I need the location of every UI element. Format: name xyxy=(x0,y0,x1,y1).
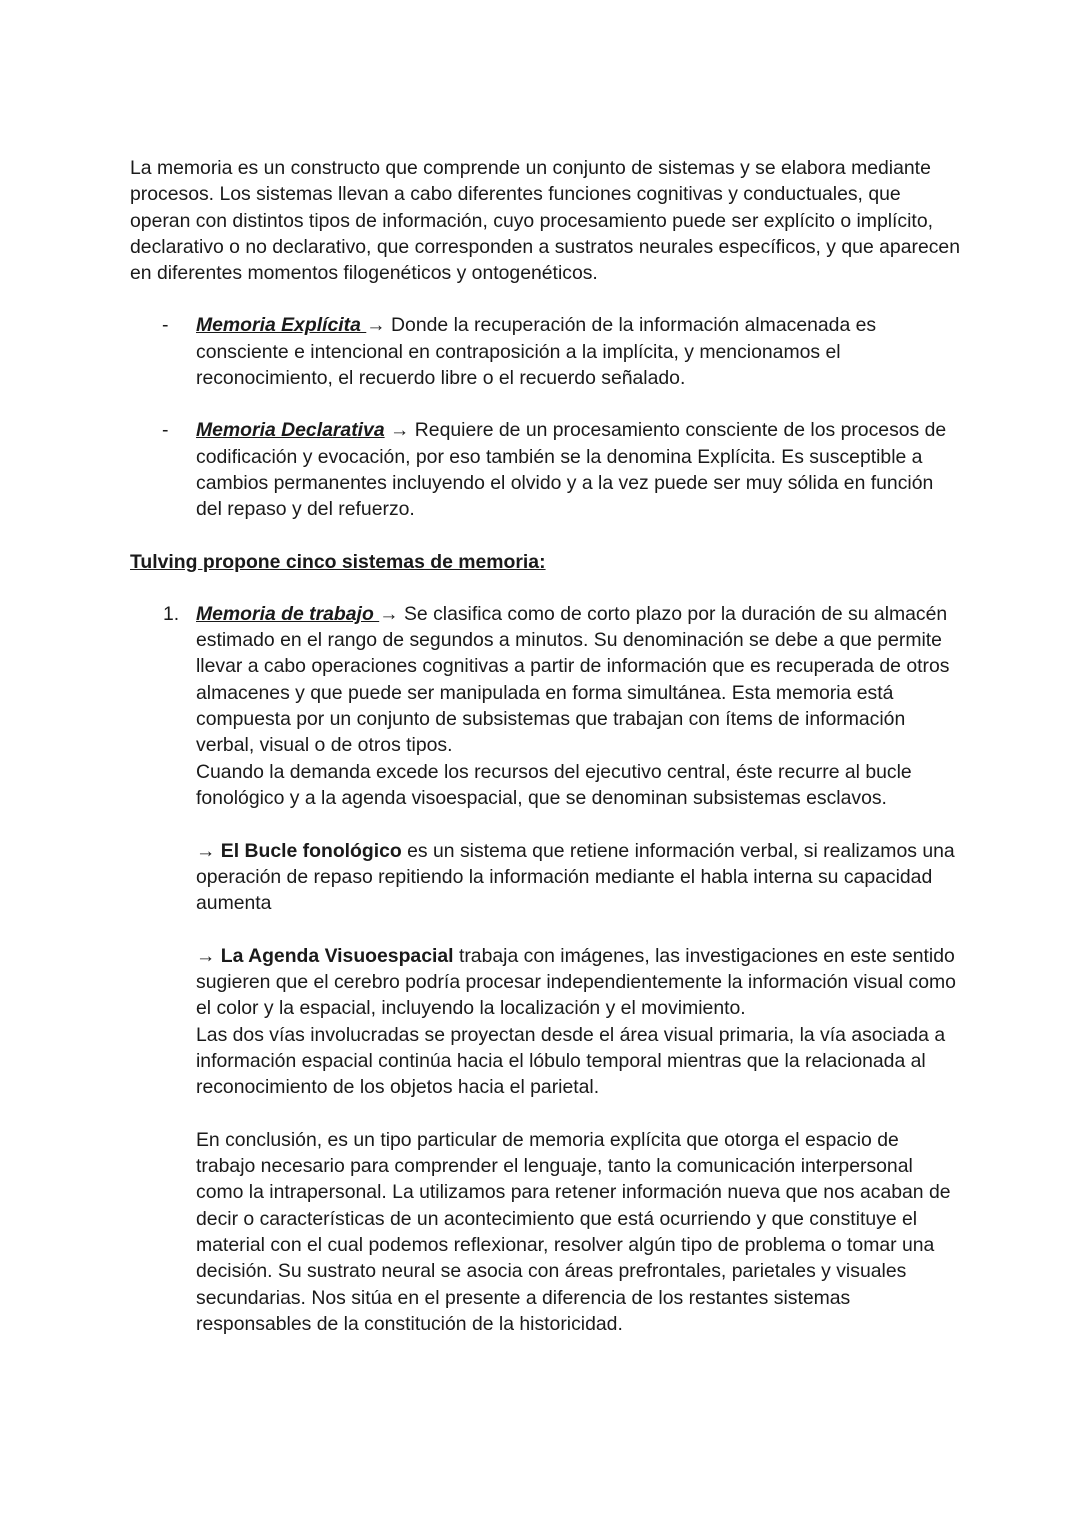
bucle-fonologico-paragraph xyxy=(196,838,960,917)
list-item-memoria-explicita xyxy=(130,312,960,391)
conclusion-paragraph: En conclusión, es un tipo particular de memoria explícita que otorga el espacio de trabajo necesario para comprender el lenguaje, tanto la comunicación interpersonal como la intrapersonal. La utilizamos para retener información nueva que nos acaban de decir o características de un acontecimiento que está ocurriendo y que constituye el material con el cual podemos reflexionar, resolver algún tipo de problema o tomar una decisión. Su sustrato neural se asocia con áreas prefrontales, parietales y visuales secundarias. Nos sitúa en el presente a diferencia de los restantes sistemas responsables de la constitución de la historicidad. xyxy=(196,1128,951,1335)
term-memoria-de-trabajo: Memoria de trabajo xyxy=(196,602,380,625)
arrow-glyph: → xyxy=(196,944,221,967)
definition-memoria-de-trabajo: → Se clasifica como de corto plazo por la duración de su almacén estimado en el rango de segundos a minutos. Su denominación se debe a que permite llevar a cabo operaciones cognitivas a partir de información que es recuperada de otros almacenes y que puede ser manipulada en forma simultánea. Esta memoria está compuesta por un conjunto de subsistemas que trabajan con ítems de información verbal, visual o de otros tipos. xyxy=(196,602,950,757)
list-item-memoria-de-trabajo xyxy=(130,601,960,1337)
number-marker: 1. xyxy=(163,602,180,625)
ejecutivo-central-paragraph: Cuando la demanda excede los recursos del ejecutivo central, éste recurre al bucle fonológico y a la agenda visoespacial, que se denominan subsistemas esclavos. xyxy=(196,760,912,809)
list-item-text xyxy=(196,417,960,522)
term-memoria-declarativa: Memoria Declarativa xyxy=(196,419,385,442)
section-heading: Tulving propone cinco sistemas de memoria: xyxy=(130,550,546,573)
list-item-text xyxy=(196,312,960,391)
term-memoria-explicita: Memoria Explícita xyxy=(196,314,367,337)
definition-bucle-fonologico: es un sistema que retiene información verbal, si realizamos una operación de repaso repitiendo la información mediante el habla interna su capacidad aumenta xyxy=(196,839,955,915)
list-item-text xyxy=(196,601,960,759)
list-item-memoria-declarativa xyxy=(130,417,960,522)
document-page xyxy=(130,155,960,1337)
dash-marker: - xyxy=(162,314,169,337)
term-bucle-fonologico: El Bucle fonológico xyxy=(220,839,402,862)
definition-memoria-explicita: → Donde la recuperación de la información almacenada es consciente e intencional en contraposición a la implícita, y mencionamos el reconocimiento, el recuerdo libre o el recuerdo señalado. xyxy=(196,314,877,390)
term-agenda-visuoespacial: La Agenda Visuoespacial xyxy=(220,944,454,967)
vias-visuales-paragraph: Las dos vías involucradas se proyectan desde el área visual primaria, la vía asociada a información espacial continúa hacia el lóbulo temporal mientras que la relacionada al reconocimiento de los objetos hacia el parietal. xyxy=(196,1023,946,1099)
dash-marker: - xyxy=(162,419,169,442)
agenda-visuoespacial-paragraph xyxy=(196,943,960,1022)
arrow-glyph: → xyxy=(196,839,221,862)
intro-paragraph: La memoria es un constructo que comprende un conjunto de sistemas y se elabora mediante procesos. Los sistemas llevan a cabo diferentes funciones cognitivas y conductuales, que operan con distintos tipos de información, cuyo procesamiento puede ser explícito o implícito, declarativo o no declarativo, que corresponden a sustratos neurales específicos, y que aparecen en diferentes momentos filogenéticos y ontogenéticos. xyxy=(130,157,960,285)
definition-memoria-declarativa: → Requiere de un procesamiento consciente de los procesos de codificación y evocación, por eso también se la denomina Explícita. Es susceptible a cambios permanentes incluyendo el olvido y a la vez puede ser muy sólida en función del repaso y del refuerzo. xyxy=(196,419,947,521)
definition-agenda-visuoespacial: trabaja con imágenes, las investigaciones en este sentido sugieren que el cerebro podría procesar independientemente la información visual como el color y la espacial, incluyendo la localización y el movimiento. xyxy=(196,944,956,1020)
